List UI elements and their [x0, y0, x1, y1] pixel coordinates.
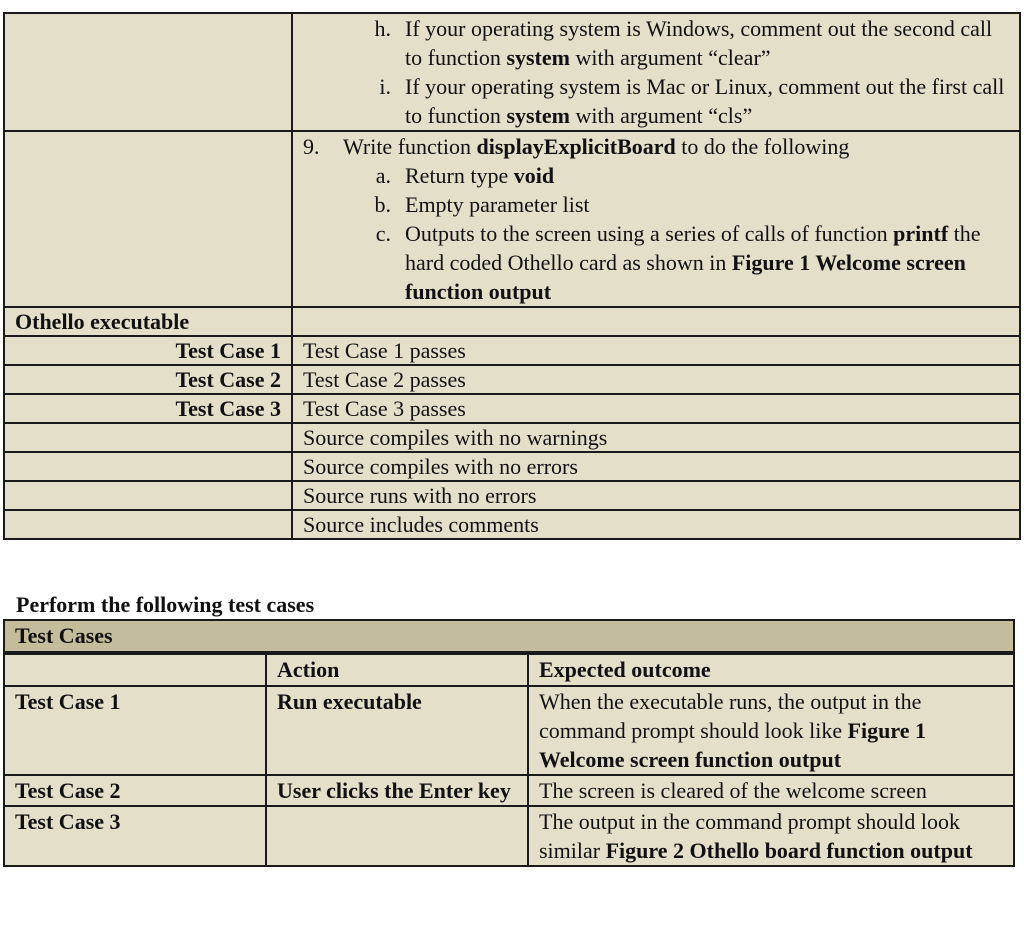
text-run: Write function [343, 134, 477, 159]
bold-text-run: Figure 1 Welcome screen function output [405, 250, 966, 304]
section-row-othello-executable [4, 307, 1020, 336]
text-run: Empty parameter list [405, 192, 590, 217]
test-case-action [266, 806, 528, 866]
test-case-action-text: User clicks the Enter key [277, 778, 511, 803]
test-case-name [4, 686, 266, 775]
requirements-detail-cell [292, 13, 1020, 131]
bold-text-run: displayExplicitBoard [476, 134, 676, 159]
criteria-text: Source includes comments [292, 510, 1020, 539]
criteria-row [4, 452, 1020, 481]
test-case-expected [528, 686, 1014, 775]
perform-heading: Perform the following test cases [16, 592, 315, 617]
text-run: The screen is cleared of the welcome screen [539, 778, 927, 803]
bold-text-run: Figure 1 Welcome screen function output [539, 718, 927, 772]
test-cases-table [3, 619, 1015, 867]
header-expected-outcome: Expected outcome [528, 653, 1014, 686]
text-run: If your operating system is Windows, comment out the second call to function [405, 16, 993, 70]
test-case-name [4, 775, 266, 806]
test-case-action [266, 775, 528, 806]
criteria-row [4, 365, 1020, 394]
criteria-label [4, 510, 292, 539]
text-run: The output in the command prompt should look similar [539, 809, 961, 863]
sub-step-text [405, 190, 1009, 219]
text-run: Outputs to the screen using a series of calls of function [405, 221, 894, 246]
criteria-label [4, 452, 292, 481]
text-run: the hard coded Othello card as shown in [405, 221, 981, 275]
criteria-row [4, 336, 1020, 365]
criteria-text: Source compiles with no errors [292, 452, 1020, 481]
bold-text-run: printf [893, 221, 949, 246]
criteria-text: Test Case 3 passes [292, 394, 1020, 423]
criteria-text: Source runs with no errors [292, 481, 1020, 510]
sub-step-c [365, 219, 1009, 306]
sub-step-i [365, 72, 1009, 130]
sub-step-number: h. [374, 16, 391, 41]
bold-text-run: system [506, 103, 570, 128]
criteria-label [4, 336, 292, 365]
test-case-expected [528, 775, 1014, 806]
test-case-row [4, 686, 1014, 775]
requirements-detail-cell [292, 131, 1020, 307]
requirements-label-cell [4, 131, 292, 307]
text-run: When the executable runs, the output in the command prompt should look like [539, 689, 922, 743]
bold-text-run: void [513, 163, 555, 188]
test-case-action [266, 686, 528, 775]
criteria-text: Source compiles with no warnings [292, 423, 1020, 452]
criteria-label [4, 365, 292, 394]
sub-step-number: c. [375, 221, 391, 246]
test-cases-title: Test Cases [4, 620, 1014, 653]
criteria-label-text: Test Case 1 [175, 338, 281, 363]
sub-step-number: i. [379, 74, 391, 99]
sub-step-text [405, 219, 1009, 306]
criteria-text: Test Case 1 passes [292, 336, 1020, 365]
sub-step-h [365, 14, 1009, 72]
criteria-label [4, 423, 292, 452]
text-run: to do the following [675, 134, 850, 159]
test-case-name-text: Test Case 2 [15, 778, 121, 803]
criteria-label-text: Test Case 3 [175, 396, 281, 421]
criteria-row [4, 394, 1020, 423]
header-action: Action [266, 653, 528, 686]
requirements-row-display-board [4, 131, 1020, 307]
text-run: If your operating system is Mac or Linux, comment out the first call to function [405, 74, 1005, 128]
sub-step-a [365, 161, 1009, 190]
test-case-action-text: Run executable [277, 689, 422, 714]
test-case-name-text: Test Case 1 [15, 689, 121, 714]
criteria-label [4, 394, 292, 423]
criteria-row [4, 423, 1020, 452]
criteria-label [4, 481, 292, 510]
criteria-row [4, 481, 1020, 510]
test-case-row [4, 806, 1014, 866]
requirements-table [3, 12, 1021, 540]
text-run: with argument “cls” [569, 103, 753, 128]
requirements-label-cell [4, 13, 292, 131]
step-9 [303, 132, 1009, 161]
sub-step-text [405, 14, 1009, 72]
section-empty-cell [292, 307, 1020, 336]
text-run: with argument “clear” [569, 45, 771, 70]
sub-step-text [405, 72, 1009, 130]
sub-step-text [405, 161, 1009, 190]
criteria-text: Test Case 2 passes [292, 365, 1020, 394]
requirements-row-system-calls [4, 13, 1020, 131]
criteria-row [4, 510, 1020, 539]
sub-step-number: a. [375, 163, 391, 188]
text-run: Return type [405, 163, 514, 188]
test-case-row [4, 775, 1014, 806]
bold-text-run: Figure 2 Othello board function output [605, 838, 973, 863]
test-case-name-text: Test Case 3 [15, 809, 121, 834]
test-cases-title-row [4, 620, 1014, 653]
test-case-name [4, 806, 266, 866]
header-empty-cell [4, 653, 266, 686]
test-cases-header-row [4, 653, 1014, 686]
bold-text-run: system [506, 45, 570, 70]
section-label [4, 307, 292, 336]
step-number: 9. [303, 134, 320, 159]
sub-step-number: b. [374, 192, 391, 217]
step-text [343, 132, 849, 161]
sub-step-b [365, 190, 1009, 219]
test-case-expected [528, 806, 1014, 866]
section-label-text: Othello executable [15, 309, 190, 334]
criteria-label-text: Test Case 2 [175, 367, 281, 392]
